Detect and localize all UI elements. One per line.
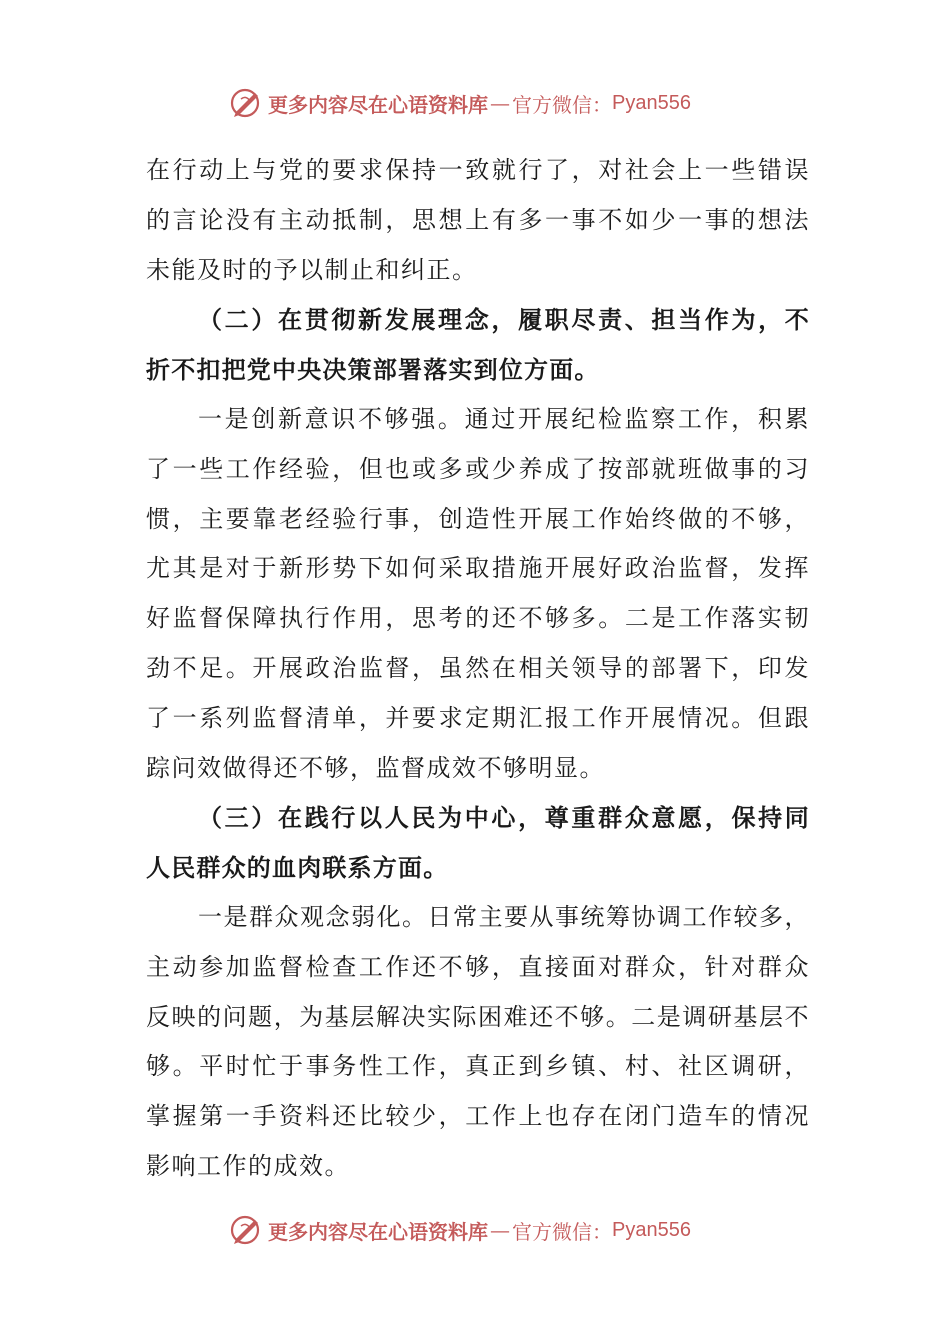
text-line: 劲不足。开展政治监督，虽然在相关领导的部署下，印发 xyxy=(146,653,810,682)
text-line: 尤其是对于新形势下如何采取措施开展好政治监督，发挥 xyxy=(146,554,810,583)
text-line: 一是群众观念弱化。日常主要从事统筹协调工作较多， xyxy=(198,902,810,931)
watermark-banner-bottom xyxy=(228,1210,748,1250)
wechat-label: 官方微信： xyxy=(512,92,612,117)
text-line: 未能及时的予以制止和纠正。 xyxy=(146,255,478,284)
pen-logo-icon xyxy=(228,85,264,121)
text-line: 掌握第一手资料还比较少，工作上也存在闭门造车的情况 xyxy=(146,1102,810,1131)
text-line: 惯，主要靠老经验行事，创造性开展工作始终做的不够， xyxy=(146,504,810,533)
text-line: 好监督保障执行作用，思考的还不够多。二是工作落实韧 xyxy=(146,604,810,633)
section-heading-line: 人民群众的血肉联系方面。 xyxy=(146,853,449,883)
body-text xyxy=(146,146,810,1192)
section-heading-line: （二）在贯彻新发展理念，履职尽责、担当作为，不 xyxy=(198,305,810,335)
separator-dash: — xyxy=(490,1218,510,1242)
wechat-label: 官方微信： xyxy=(512,1219,612,1244)
text-line: 了一些工作经验，但也或多或少养成了按部就班做事的习 xyxy=(146,454,810,483)
text-line: 的言论没有主动抵制，思想上有多一事不如少一事的想法 xyxy=(146,205,810,234)
watermark-banner-top xyxy=(228,83,748,123)
text-line: 了一系列监督清单，并要求定期汇报工作开展情况。但跟 xyxy=(146,703,810,732)
library-text: 更多内容尽在心语资料库 xyxy=(268,1219,488,1244)
text-line: 主动参加监督检查工作还不够，直接面对群众，针对群众 xyxy=(146,952,810,981)
text-line: 够。平时忙于事务性工作，真正到乡镇、村、社区调研， xyxy=(146,1052,810,1081)
section-heading-line: 折不扣把党中央决策部署落实到位方面。 xyxy=(146,355,600,385)
text-line: 反映的问题，为基层解决实际困难还不够。二是调研基层不 xyxy=(146,1002,810,1031)
text-line: 影响工作的成效。 xyxy=(146,1151,350,1180)
wechat-id: Pyan556 xyxy=(612,91,691,114)
text-line: 一是创新意识不够强。通过开展纪检监察工作，积累 xyxy=(198,404,810,433)
text-line: 踪问效做得还不够，监督成效不够明显。 xyxy=(146,753,605,782)
wechat-id: Pyan556 xyxy=(612,1218,691,1241)
text-line: 在行动上与党的要求保持一致就行了，对社会上一些错误 xyxy=(146,156,810,184)
library-text: 更多内容尽在心语资料库 xyxy=(268,92,488,117)
separator-dash: — xyxy=(490,91,510,115)
pen-logo-icon xyxy=(228,1212,264,1248)
section-heading-line: （三）在践行以人民为中心，尊重群众意愿，保持同 xyxy=(198,803,810,833)
